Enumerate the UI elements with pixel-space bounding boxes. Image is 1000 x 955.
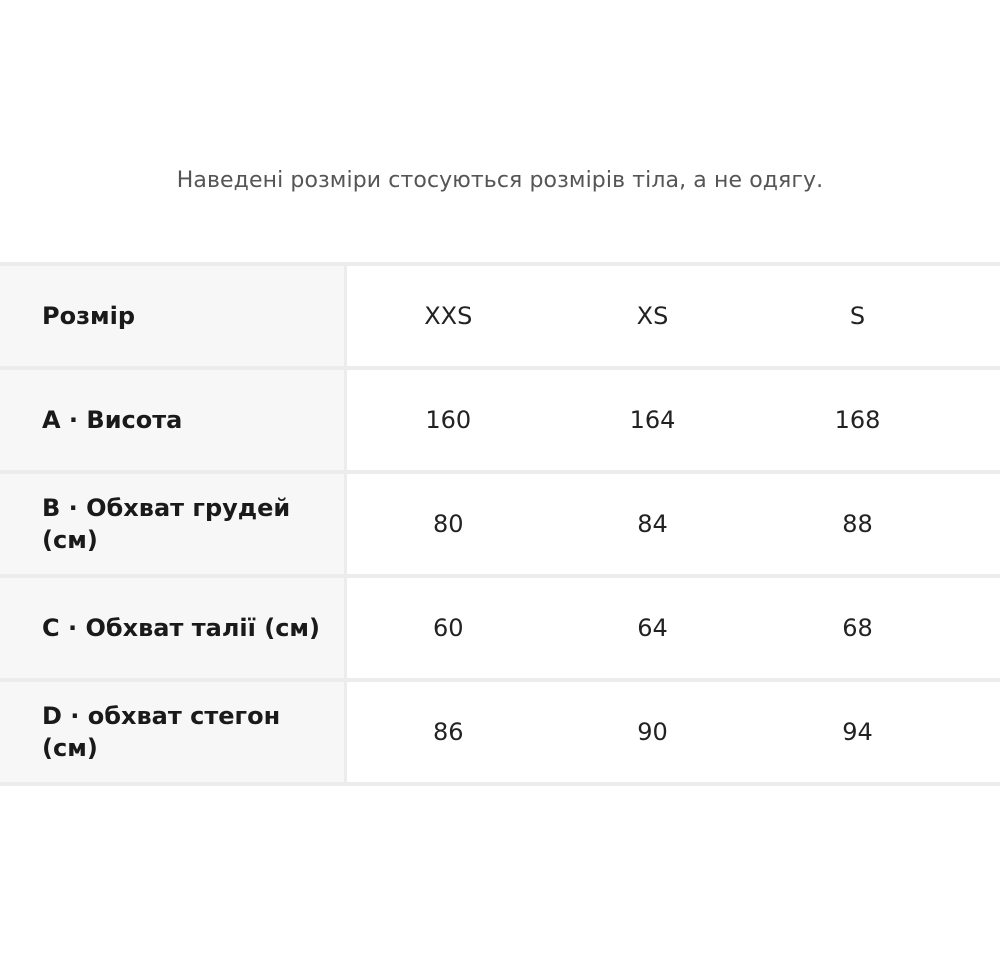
header-size-xxs: XXS: [345, 264, 550, 368]
table-header-row: [0, 264, 1000, 368]
table-cell: 88: [755, 472, 960, 576]
header-size-xs: XS: [550, 264, 755, 368]
table-row: [0, 368, 1000, 472]
table-cell: 60: [345, 576, 550, 680]
table-row: [0, 680, 1000, 784]
table-spacer: [960, 680, 1000, 784]
row-label-height: A · Висота: [0, 368, 345, 472]
header-label-size: Розмір: [0, 264, 345, 368]
row-label-chest: B · Обхват грудей (см): [0, 472, 345, 576]
table-row: [0, 472, 1000, 576]
table-cell: 86: [345, 680, 550, 784]
table-cell: 84: [550, 472, 755, 576]
header-size-s: S: [755, 264, 960, 368]
table-spacer: [960, 576, 1000, 680]
table-spacer: [960, 368, 1000, 472]
table-spacer: [960, 472, 1000, 576]
table-cell: 80: [345, 472, 550, 576]
table-cell: 160: [345, 368, 550, 472]
table-spacer: [960, 264, 1000, 368]
table-cell: 94: [755, 680, 960, 784]
table-cell: 164: [550, 368, 755, 472]
row-label-hips: D · обхват стегон (см): [0, 680, 345, 784]
size-chart-table: [0, 262, 1000, 786]
table-cell: 168: [755, 368, 960, 472]
size-note: Наведені розміри стосуються розмірів тіла, а не одягу.: [176, 168, 824, 193]
table-cell: 90: [550, 680, 755, 784]
table-cell: 64: [550, 576, 755, 680]
table-cell: 68: [755, 576, 960, 680]
row-label-waist: C · Обхват талії (см): [0, 576, 345, 680]
table-row: [0, 576, 1000, 680]
